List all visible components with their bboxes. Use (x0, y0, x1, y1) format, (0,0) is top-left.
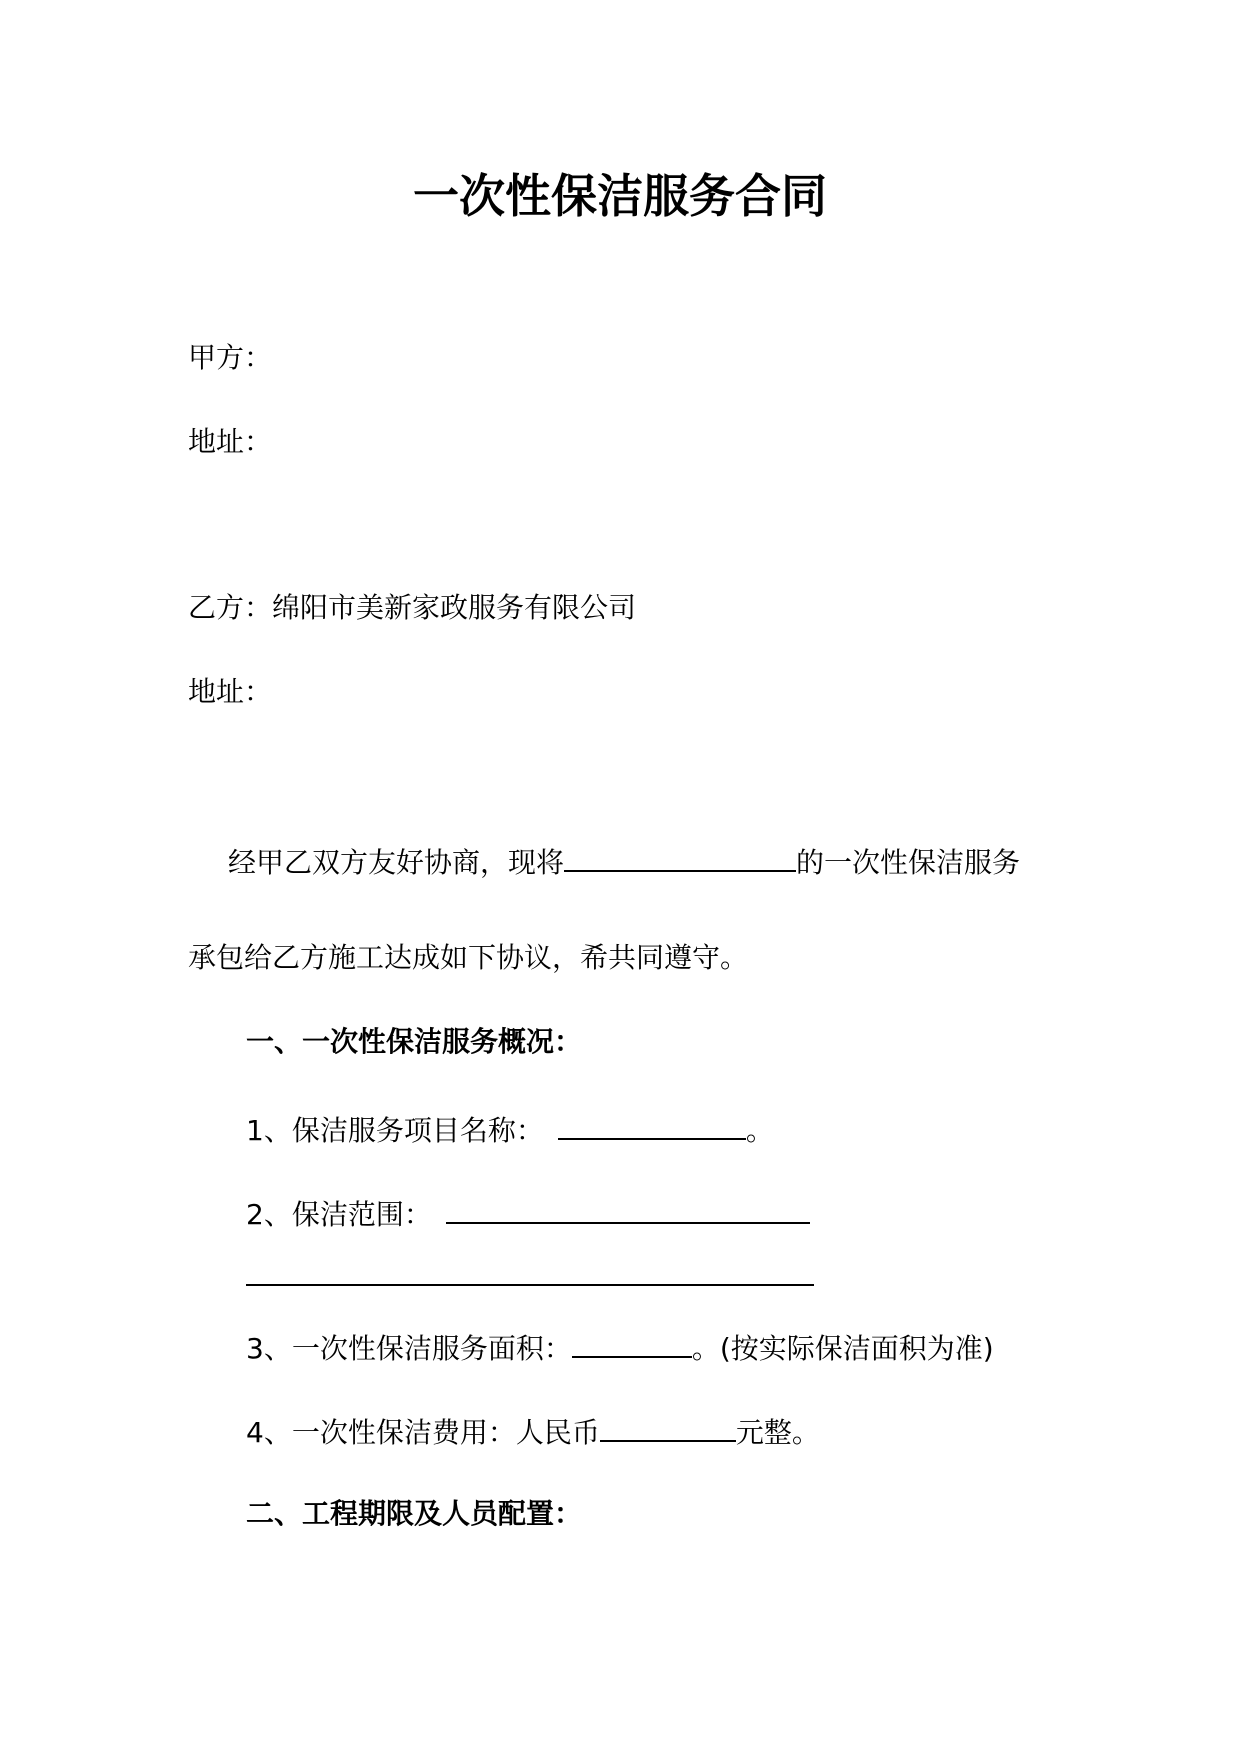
party-b-label: 乙方： (188, 591, 273, 624)
section-1-item-2 (246, 1194, 810, 1233)
intro-line-2: 承包给乙方施工达成如下协议，希共同遵守。 (188, 941, 749, 974)
section-1-item-3 (246, 1328, 994, 1367)
intro-line-1 (228, 842, 1020, 881)
intro-text-after: 的一次性保洁服务 (796, 846, 1021, 879)
document-title: 一次性保洁服务合同 (413, 169, 827, 223)
item-1-end: 。 (745, 1114, 774, 1147)
party-b-line (188, 590, 636, 626)
project-name-blank[interactable] (558, 1110, 746, 1140)
item-1-label: 1、保洁服务项目名称： (246, 1114, 544, 1147)
item-3-end: 。(按实际保洁面积为准) (691, 1332, 994, 1365)
item-2-label: 2、保洁范围： (246, 1198, 432, 1231)
item-4-label: 4、一次性保洁费用：人民币 (246, 1416, 600, 1449)
service-fee-blank[interactable] (600, 1412, 736, 1442)
cleaning-scope-blank[interactable] (446, 1194, 810, 1224)
section-1-item-1 (246, 1110, 774, 1149)
service-area-blank[interactable] (572, 1328, 692, 1358)
item-4-end: 元整。 (735, 1416, 820, 1449)
intro-text-before: 经甲乙双方友好协商，现将 (228, 846, 565, 879)
party-b-name: 绵阳市美新家政服务有限公司 (272, 591, 637, 624)
party-a-address-label: 地址： (188, 425, 273, 458)
project-location-blank[interactable] (564, 842, 796, 872)
section-1-heading: 一、一次性保洁服务概况： (246, 1025, 583, 1058)
section-1-item-4 (246, 1412, 820, 1451)
section-2-heading: 二、工程期限及人员配置： (246, 1497, 583, 1530)
party-a-label: 甲方： (188, 341, 273, 374)
cleaning-scope-blank-line-2[interactable] (246, 1284, 814, 1286)
item-3-label: 3、一次性保洁服务面积： (246, 1332, 572, 1365)
party-b-address-label: 地址： (188, 675, 273, 708)
